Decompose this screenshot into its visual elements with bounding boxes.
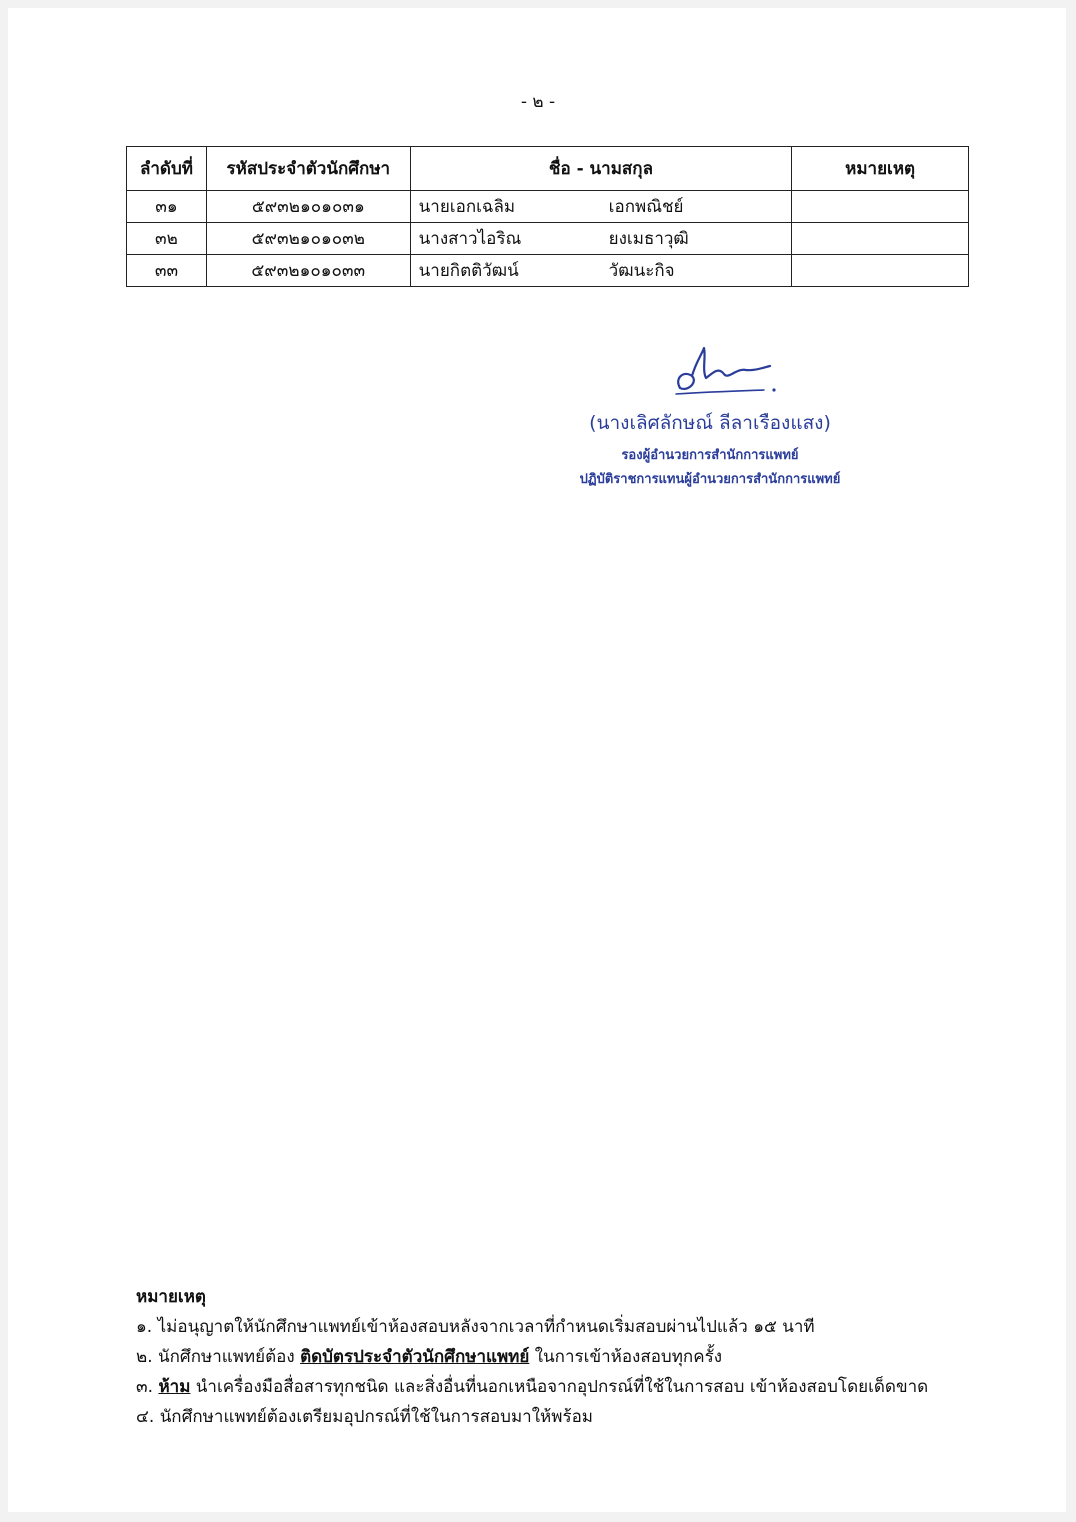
signer-name: (นางเลิศลักษณ์ ลีลาเรืองแสง) bbox=[589, 412, 831, 434]
note-item-1 bbox=[136, 1312, 928, 1342]
student-roster-table bbox=[126, 146, 969, 287]
header-student-id: รหัสประจำตัวนักศึกษา bbox=[206, 147, 410, 191]
table-header-row bbox=[127, 147, 969, 191]
note-emphasis: ติดบัตรประจำตัวนักศึกษาแพทย์ bbox=[300, 1347, 530, 1367]
row-student-id: ๕๙๓๒๑๐๑๐๓๑ bbox=[206, 191, 410, 223]
row-note bbox=[792, 255, 969, 287]
note-item-3 bbox=[136, 1372, 928, 1402]
row-last-name: วัฒนะกิจ bbox=[608, 261, 675, 281]
note-prefix: ๓. bbox=[136, 1377, 159, 1397]
row-student-id: ๕๙๓๒๑๐๑๐๓๒ bbox=[206, 223, 410, 255]
note-suffix: ในการเข้าห้องสอบทุกครั้ง bbox=[529, 1347, 723, 1367]
row-name bbox=[410, 191, 792, 223]
row-seq: ๓๑ bbox=[127, 191, 207, 223]
note-item-4 bbox=[136, 1402, 928, 1432]
table-row bbox=[127, 255, 969, 287]
row-name bbox=[410, 255, 792, 287]
note-prefix: ๑. bbox=[136, 1317, 158, 1337]
row-name bbox=[410, 223, 792, 255]
header-note: หมายเหตุ bbox=[792, 147, 969, 191]
row-note bbox=[792, 223, 969, 255]
row-last-name: ยงเมธาวุฒิ bbox=[608, 229, 689, 249]
signer-block bbox=[560, 408, 860, 492]
header-name: ชื่อ - นามสกุล bbox=[410, 147, 792, 191]
notes-title: หมายเหตุ bbox=[136, 1287, 206, 1307]
note-prefix: ๔. bbox=[136, 1407, 160, 1427]
row-note bbox=[792, 191, 969, 223]
row-last-name: เอกพณิชย์ bbox=[608, 197, 684, 217]
notes-section bbox=[136, 1282, 928, 1432]
note-emphasis: ห้าม bbox=[158, 1377, 191, 1397]
note-prefix: ๒. นักศึกษาแพทย์ต้อง bbox=[136, 1347, 301, 1367]
note-text: นักศึกษาแพทย์ต้องเตรียมอุปกรณ์ที่ใช้ในการสอบมาให้พร้อม bbox=[159, 1407, 593, 1427]
header-seq: ลำดับที่ bbox=[127, 147, 207, 191]
signer-position: รองผู้อำนวยการสำนักการแพทย์ bbox=[621, 448, 799, 463]
table-row bbox=[127, 191, 969, 223]
row-first-name: นางสาวไอริณ bbox=[418, 229, 522, 249]
handwritten-signature bbox=[666, 344, 786, 400]
row-seq: ๓๓ bbox=[127, 255, 207, 287]
note-text: ไม่อนุญาตให้นักศึกษาแพทย์เข้าห้องสอบหลังจากเวลาที่กำหนดเริ่มสอบผ่านไปแล้ว ๑๕ นาที bbox=[157, 1317, 815, 1337]
row-seq: ๓๒ bbox=[127, 223, 207, 255]
row-first-name: นายกิตติวัฒน์ bbox=[418, 261, 519, 281]
page-number: - ๒ - bbox=[520, 92, 556, 112]
note-item-2 bbox=[136, 1342, 928, 1372]
row-student-id: ๕๙๓๒๑๐๑๐๓๓ bbox=[206, 255, 410, 287]
row-first-name: นายเอกเฉลิม bbox=[418, 197, 516, 217]
table-row bbox=[127, 223, 969, 255]
note-suffix: นำเครื่องมือสื่อสารทุกชนิด และสิ่งอื่นที่นอกเหนือจากอุปกรณ์ที่ใช้ในการสอบ เข้าห้องสอบโดยเด็ดขาด bbox=[190, 1377, 929, 1397]
signer-acting-position: ปฏิบัติราชการแทนผู้อำนวยการสำนักการแพทย์ bbox=[579, 472, 841, 487]
